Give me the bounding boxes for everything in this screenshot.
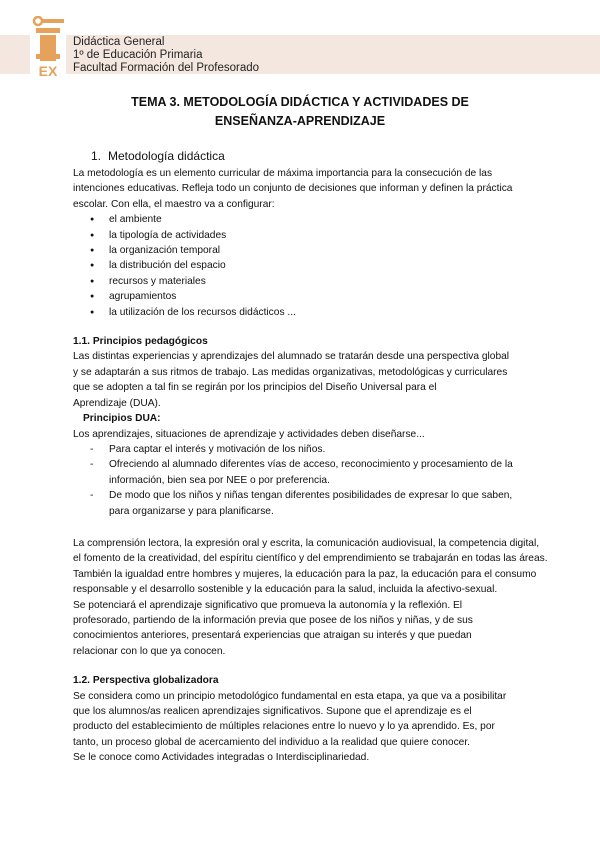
header-text — [73, 36, 259, 76]
paragraph-line: Aprendizaje (DUA). — [73, 397, 161, 409]
intro-line: escolar. Con ella, el maestro va a configurar: — [73, 198, 275, 210]
title-line-2: ENSEÑANZA-APRENDIZAJE — [214, 114, 386, 128]
section-1-2-paragraph — [73, 689, 583, 766]
document-body — [73, 148, 583, 766]
list-item: ● la tipología de actividades — [90, 228, 583, 243]
list-item — [90, 457, 583, 488]
paragraph-line: Se le conoce como Actividades integradas o Interdisciplinariedad. — [73, 752, 370, 764]
list-item: ● la organización temporal — [90, 243, 583, 258]
paragraph-line: producto del establecimiento de múltiples relaciones entre lo nuevo y lo ya aprendido. Es, por — [73, 721, 495, 733]
header-line-faculty: Facultad Formación del Profesorado — [73, 62, 260, 75]
intro-line: intenciones educativas. Refleja todo un conjunto de decisiones que informan y definen la práctica — [73, 183, 513, 195]
list-item-text: para organizarse y para planificarse. — [109, 505, 274, 517]
header-line-course: 1º de Educación Primaria — [73, 49, 203, 62]
section-1-1-paragraph — [73, 349, 583, 411]
list-item-text: De modo que los niños y niñas tengan diferentes posibilidades de expresar lo que saben, — [109, 490, 513, 502]
list-item — [90, 442, 583, 457]
section-1-title: Metodología didáctica — [108, 149, 225, 163]
list-item-text: información, bien sea por NEE o por preferencia. — [109, 474, 330, 486]
paragraph-line: tanto, un proceso global de acercamiento del individuo a la realidad que quiere conocer. — [73, 736, 471, 748]
section-1-1-paragraph-2 — [73, 536, 583, 659]
section-1-intro — [73, 166, 583, 212]
intro-line: La metodología es un elemento curricular de máxima importancia para la consecución de las — [73, 168, 493, 179]
dua-heading: Principios DUA: — [83, 413, 161, 425]
document-title — [60, 93, 540, 131]
dua-intro: Los aprendizajes, situaciones de aprendizaje y actividades deben diseñarse... — [73, 428, 425, 440]
paragraph-line: profesorado, partiendo de la información previa que posee de los niños y niñas, y de sus — [73, 614, 473, 626]
section-1-2-heading: 1.2. Perspectiva globalizadora — [73, 675, 219, 687]
list-item: ● la utilización de los recursos didácticos ... — [90, 305, 583, 320]
section-1-1-heading: 1.1. Principios pedagógicos — [73, 336, 208, 348]
paragraph-line: el fomento de la creatividad, del espíritu científico y del emprendimiento se trabajarán en todas las áreas. — [73, 553, 548, 565]
list-item — [90, 488, 583, 519]
list-item: ● la distribución del espacio — [90, 258, 583, 273]
header-line-subject: Didáctica General — [73, 36, 165, 48]
page-header — [0, 16, 600, 78]
paragraph-line: Las distintas experiencias y aprendizajes del alumnado se tratarán desde una perspectiva global — [73, 351, 510, 363]
list-item: ● agrupamientos — [90, 289, 583, 304]
paragraph-line: conocimientos anteriores, presentará experiencias que atraigan su interés y que puedan — [73, 630, 472, 642]
dua-list — [73, 442, 583, 519]
paragraph-line: responsable y el desarrollo sostenible y la educación para la salud, incluida la afectivo-sexual. — [73, 584, 498, 596]
paragraph-line: y se adaptarán a sus ritmos de trabajo. Las medidas organizativas, metodológicas y curriculares — [73, 366, 508, 378]
svg-text:EX: EX — [38, 63, 58, 78]
paragraph-line: relacionar con lo que ya conocen. — [73, 645, 226, 657]
paragraph-line: que se adopten a tal fin se regirán por los principios del Diseño Universal para el — [73, 382, 437, 394]
uex-logo — [30, 16, 66, 78]
list-item: ● el ambiente — [90, 212, 583, 227]
paragraph-line: Se considera como un principio metodológico fundamental en esta etapa, ya que va a posibilitar — [73, 690, 507, 702]
section-1-number: 1. — [91, 149, 102, 163]
paragraph-line: También la igualdad entre hombres y mujeres, la educación para la paz, la educación para el consumo — [73, 568, 537, 580]
paragraph-line: La comprensión lectora, la expresión oral y escrita, la comunicación audiovisual, la competencia digital, — [73, 537, 540, 549]
configuration-list — [73, 212, 583, 320]
section-1-heading — [91, 148, 583, 164]
spacer — [73, 519, 583, 536]
list-item-text: Para captar el interés y motivación de los niños. — [109, 443, 326, 455]
title-line-1: TEMA 3. METODOLOGÍA DIDÁCTICA Y ACTIVIDADES DE — [131, 95, 469, 109]
list-item-text: Ofreciendo al alumnado diferentes vías de acceso, reconocimiento y procesamiento de la — [109, 459, 513, 471]
paragraph-line: que los alumnos/as realicen aprendizajes significativos. Supone que el aprendizaje es el — [73, 706, 472, 717]
list-item: ● recursos y materiales — [90, 274, 583, 289]
paragraph-line: Se potenciará el aprendizaje significativo que promueva la autonomía y la reflexión. El — [73, 599, 463, 611]
